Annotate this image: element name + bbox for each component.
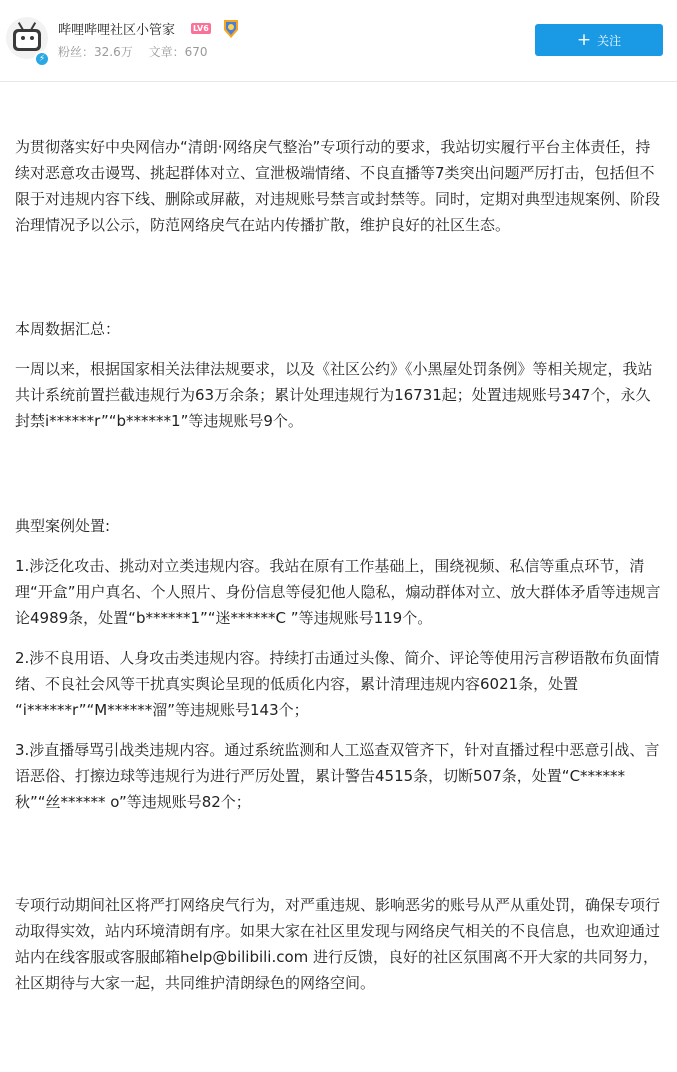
author-stats — [58, 43, 219, 60]
medal-icon — [220, 18, 242, 40]
mascot-eye-icon — [21, 36, 25, 40]
case-paragraph-1: 1.涉泛化攻击、挑动对立类违规内容。我站在原有工作基础上，围绕视频、私信等重点环节，清理“开盒”用户真名、个人照片、身份信息等侵犯他人隐私，煽动群体对立、放大群体矛盾等违规言论4989条，处置“b******1”“迷******C ”等违规账号119个。 — [15, 557, 661, 627]
follow-button[interactable] — [535, 24, 663, 56]
article-body — [15, 134, 662, 996]
mascot-eye-icon — [30, 36, 34, 40]
plus-icon: + — [576, 29, 592, 50]
author-header — [0, 0, 677, 82]
author-name[interactable]: 哔哩哔哩社区小管家 — [58, 23, 176, 38]
summary-heading: 本周数据汇总： — [15, 320, 121, 338]
tv-screen-icon — [16, 32, 38, 48]
follow-label: 关注 — [597, 33, 622, 48]
summary-paragraph: 一周以来，根据国家相关法律法规要求，以及《社区公约》《小黑屋处罚条例》等相关规定，我站共计系统前置拦截违规行为63万余条；累计处理违规行为16731起；处置违规账号347个，永久封禁i******r”“b******1”等违规账号9个。 — [15, 360, 653, 430]
intro-paragraph: 为贯彻落实好中央网信办“清朗·网络戾气整治”专项行动的要求，我站切实履行平台主体责任，持续对恶意攻击谩骂、挑起群体对立、宣泄极端情绪、不良直播等7类突出问题严厉打击，包括但不限于对违规内容下线、删除或屏蔽，对违规账号禁言或封禁等。同时，定期对典型违规案例、阶段治理情况予以公示，防范网络戾气在站内传播扩散，维护良好的社区生态。 — [15, 138, 661, 234]
case-paragraph-3: 3.涉直播辱骂引战类违规内容。通过系统监测和人工巡查双管齐下，针对直播过程中恶意引战、言语恶俗、打擦边球等违规行为进行严厉处置，累计警告4515条，切断507条，处置“C******秋”“丝****** o”等违规账号82个； — [15, 741, 660, 811]
case-paragraph-2: 2.涉不良用语、人身攻击类违规内容。持续打击通过头像、简介、评论等使用污言秽语散布负面情绪、不良社会风等干扰真实舆论呈现的低质化内容，累计清理违规内容6021条，处置 “i******r”“M******溜”等违规账号143个； — [15, 649, 660, 719]
cases-heading: 典型案例处置: — [15, 517, 111, 535]
verified-icon: ⚡ — [34, 51, 50, 67]
fans-count: 粉丝：32.6万 — [58, 45, 133, 59]
articles-count: 文章：670 — [148, 45, 208, 59]
closing-paragraph: 专项行动期间社区将严打网络戾气行为，对严重违规、影响恶劣的账号从严从重处罚，确保专项行动取得实效，站内环境清朗有序。如果大家在社区里发现与网络戾气相关的不良信息，也欢迎通过站内在线客服或客服邮箱help@bilibili.com 进行反馈，良好的社区氛围离不开大家的共同努力，社区期待与大家一起，共同维护清朗绿色的网络空间。 — [15, 896, 661, 992]
level-badge: LV6 — [193, 24, 209, 33]
